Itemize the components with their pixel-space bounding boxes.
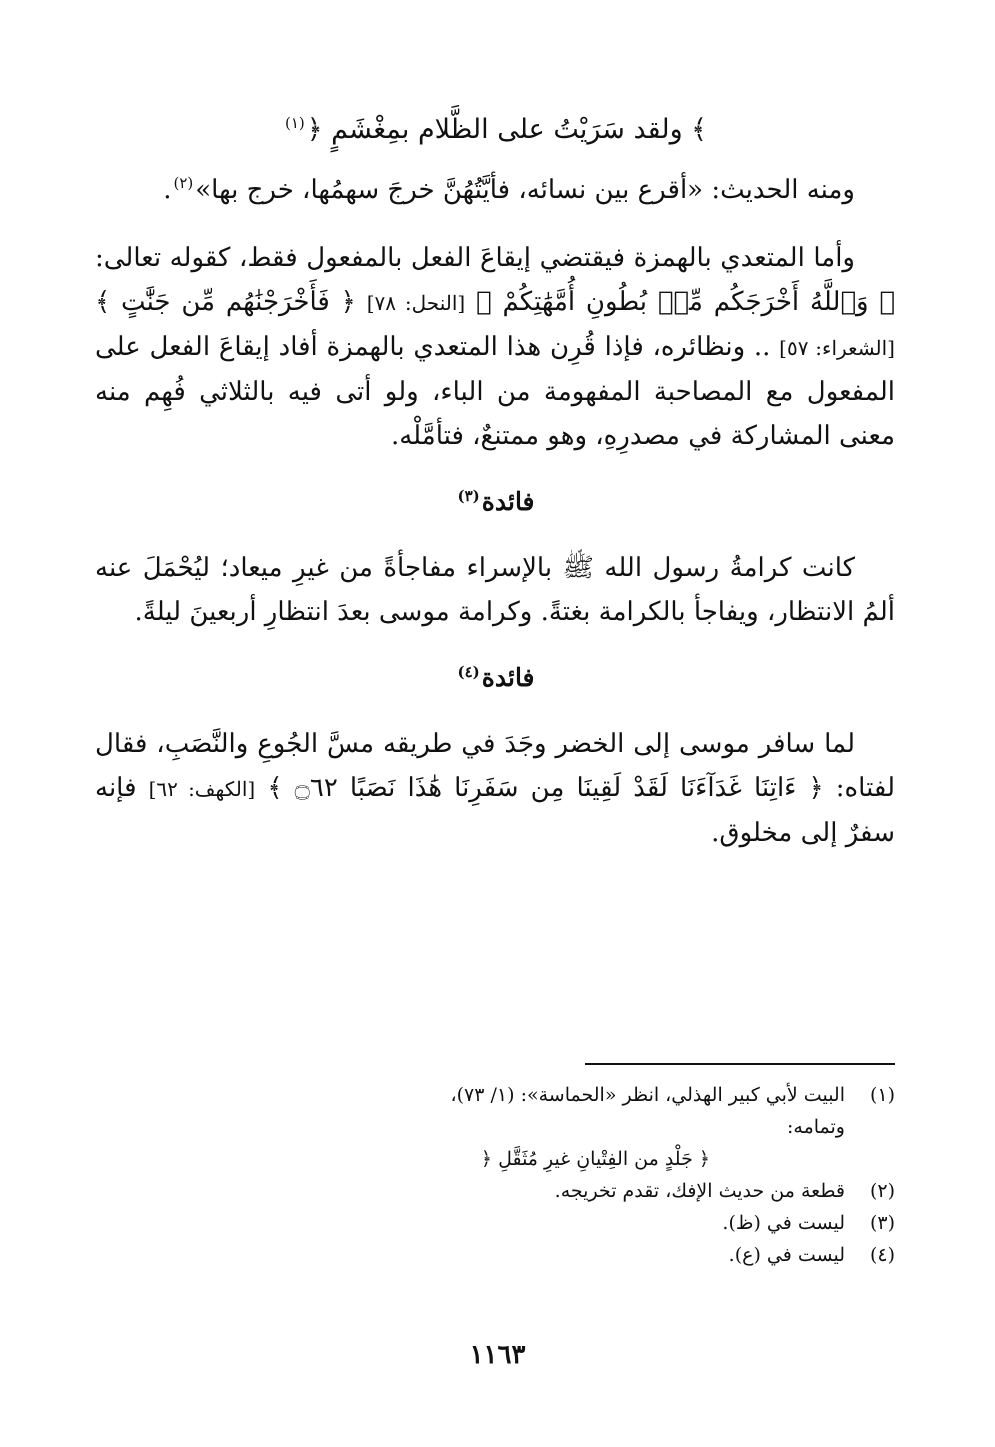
section-heading-1 xyxy=(95,482,895,522)
footnote-4 xyxy=(395,1239,895,1271)
footnote-ref-1: (١) xyxy=(284,114,305,132)
musa-text-1: لما سافر موسى إلى الخضر وجَدَ في طريقه مسَّ الجُوعِ والنَّصَبِ، فقال لفتاه: xyxy=(95,729,896,803)
footnote-ref-2: (٢) xyxy=(173,174,194,193)
quran-quote-kahf: ﴿ ءَاتِنَا غَدَآءَنَا لَقَدْ لَقِينَا مِن سَفَرِنَا هَٰذَا نَصَبًا ۝٦٢ ﴾ xyxy=(267,773,824,803)
footnote-verse-text: ﴿ جَلْدٍ من الفِتْيانِ غيرِ مُثَقَّلِ ﴿ xyxy=(480,1148,710,1170)
musa-paragraph xyxy=(95,722,895,855)
hadith-text: ومنه الحديث: «أقرع بين نسائه، فأيَّتُهُنَّ خرجَ سهمُها، خرج بها» xyxy=(195,175,855,205)
footnote-ref-4: (٤) xyxy=(457,662,480,681)
footnotes xyxy=(395,1063,895,1271)
quran-ref-nahl: [النحل: ٧٨] xyxy=(366,291,466,315)
poetry-verse xyxy=(95,110,895,150)
footnote-2 xyxy=(395,1175,895,1207)
footnote-text: ليست في (ظ). xyxy=(722,1212,845,1234)
footnote-number: (١) xyxy=(869,1084,895,1106)
transitive-text-2: .. ونظائره، فإذا قُرِن هذا المتعدي بالهمزة أفاد إيقاعَ الفعل على المفعول مع المصاحبة المفهومة من الباء، ولو أتى فيه بالثلاثي فُهِم منه معنى المشاركة في مصدرِهِ، وهو ممتنعٌ، فتأمَّلْه. xyxy=(95,332,895,451)
transitive-paragraph xyxy=(95,236,895,458)
hadith-end: . xyxy=(163,175,172,205)
footnote-1 xyxy=(395,1079,895,1143)
page-number: ١١٦٣ xyxy=(469,1340,526,1370)
isra-text: كانت كرامةُ رسول الله ﷺ بالإسراء مفاجأةً من غيرِ ميعاد؛ ليُحْمَلَ عنه ألمُ الانتظار، ويفاجأ بالكرامة بغتةً. وكرامة موسى بعدَ انتظارِ أربعينَ ليلةً. xyxy=(95,553,895,627)
section-heading-2 xyxy=(95,658,895,698)
footnote-text: ليست في (ع). xyxy=(728,1244,845,1266)
footnote-number: (٢) xyxy=(869,1180,895,1202)
quran-ref-shuara: [الشعراء: ٥٧] xyxy=(779,336,895,360)
footnote-number: (٤) xyxy=(869,1244,895,1266)
heading-text-2: فائدة xyxy=(481,663,535,692)
footnote-1-verse xyxy=(395,1143,895,1175)
footnote-divider xyxy=(585,1063,895,1065)
footnote-text: البيت لأبي كبير الهذلي، انظر «الحماسة»: (١/ ٧٣)، وتمامه: xyxy=(450,1084,845,1138)
quran-ref-kahf: [الكهف: ٦٢] xyxy=(148,777,256,801)
musa-text-2: فإنه سفرٌ إلى مخلوق. xyxy=(95,773,895,848)
footnote-ref-3: (٣) xyxy=(457,486,480,505)
footnote-number: (٣) xyxy=(869,1212,895,1234)
hadith-paragraph xyxy=(95,168,895,212)
quran-quote-nahl: ﴿ وَٱللَّهُ أَخْرَجَكُم مِّنۢ بُطُونِ أُمَّهَٰتِكُمْ ﴾ xyxy=(476,287,896,317)
footnote-text: قطعة من حديث الإفك، تقدم تخريجه. xyxy=(554,1180,845,1202)
isra-paragraph xyxy=(95,546,895,634)
quran-quote-shuara: ﴿ فَأَخْرَجْنَٰهُم مِّن جَنَّٰتٍ ﴾ xyxy=(95,287,356,317)
heading-text-1: فائدة xyxy=(481,487,535,516)
footnote-3 xyxy=(395,1207,895,1239)
main-text xyxy=(95,110,895,855)
verse-text: ﴾ ولقد سَرَيْتُ على الظَّلام بمِغْشَمٍ ﴿ xyxy=(306,114,708,145)
transitive-text-1: وأما المتعدي بالهمزة فيقتضي إيقاعَ الفعل بالمفعول فقط، كقوله تعالى: xyxy=(95,243,855,273)
